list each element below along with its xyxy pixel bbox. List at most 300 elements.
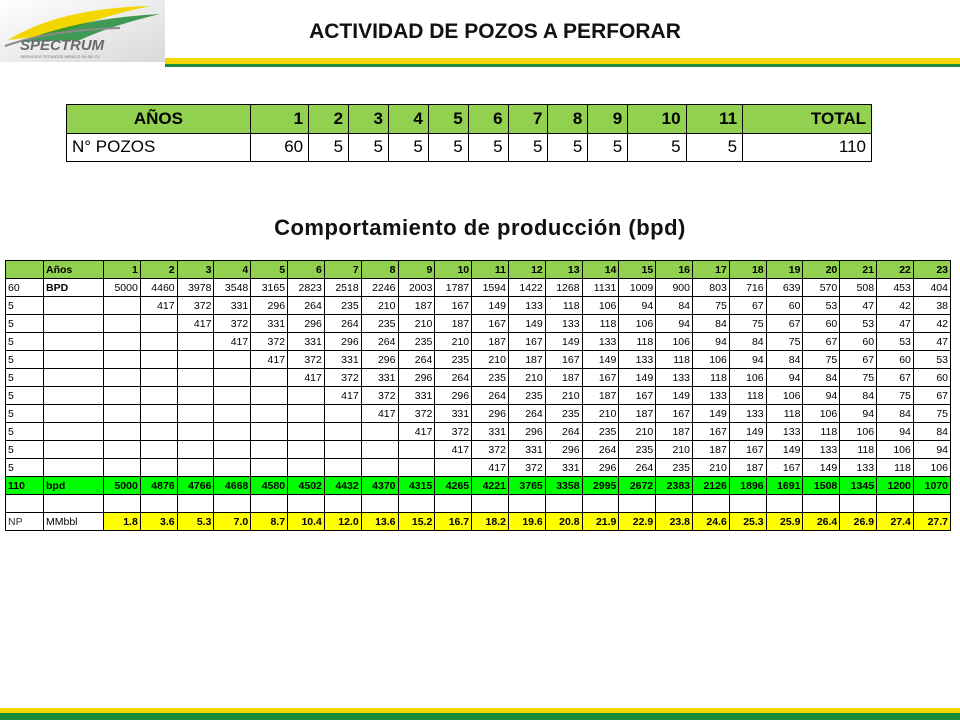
wells-count-cell: 5 (628, 133, 686, 162)
table-cell: 19 (766, 261, 803, 279)
wells-header-cell: 3 (349, 105, 389, 134)
table-cell (177, 369, 214, 387)
table-cell (214, 459, 251, 477)
table-cell: 2383 (656, 477, 693, 495)
table-cell: 27.7 (913, 513, 950, 531)
table-cell (104, 315, 141, 333)
table-cell: 75 (729, 315, 766, 333)
table-cell: 15.2 (398, 513, 435, 531)
table-cell: 1896 (729, 477, 766, 495)
table-cell: 4 (214, 261, 251, 279)
table-cell: 210 (693, 459, 730, 477)
table-cell: 118 (803, 423, 840, 441)
table-cell: 372 (435, 423, 472, 441)
table-cell: 417 (251, 351, 288, 369)
table-cell: 1345 (840, 477, 877, 495)
table-cell: 235 (398, 333, 435, 351)
table-cell: 8.7 (251, 513, 288, 531)
table-cell: 1009 (619, 279, 656, 297)
table-cell: 22 (877, 261, 914, 279)
page-title: ACTIVIDAD DE POZOS A PERFORAR (309, 20, 681, 43)
table-cell: 84 (766, 351, 803, 369)
wells-count-cell: 60 (250, 133, 308, 162)
table-row (6, 387, 951, 405)
table-cell: 264 (324, 315, 361, 333)
table-cell: 508 (840, 279, 877, 297)
table-cell: 453 (877, 279, 914, 297)
table-cell: 296 (288, 315, 325, 333)
table-cell: 264 (288, 297, 325, 315)
table-cell: 235 (508, 387, 545, 405)
table-cell (324, 423, 361, 441)
table-cell: 2672 (619, 477, 656, 495)
table-cell: 1.8 (104, 513, 141, 531)
table-cell (251, 369, 288, 387)
table-cell: 20.8 (545, 513, 582, 531)
table-row (6, 459, 951, 477)
table-cell: 110 (6, 477, 44, 495)
table-cell: 149 (582, 351, 619, 369)
wells-header-cell: 2 (309, 105, 349, 134)
wells-header-cell: AÑOS (67, 105, 251, 134)
table-cell: 187 (656, 423, 693, 441)
table-cell: 372 (251, 333, 288, 351)
table-cell (140, 495, 177, 513)
table-cell: 106 (656, 333, 693, 351)
table-cell: 7 (324, 261, 361, 279)
table-cell (324, 459, 361, 477)
table-cell: 47 (840, 297, 877, 315)
table-cell: 106 (619, 315, 656, 333)
table-cell (214, 423, 251, 441)
table-cell (288, 387, 325, 405)
table-cell: 4876 (140, 477, 177, 495)
wells-header-row (67, 105, 872, 134)
table-cell (44, 405, 104, 423)
table-cell: 149 (545, 333, 582, 351)
table-cell: 296 (545, 441, 582, 459)
table-cell (177, 441, 214, 459)
table-cell (693, 495, 730, 513)
table-cell: 118 (619, 333, 656, 351)
table-cell (104, 459, 141, 477)
table-cell: 167 (656, 405, 693, 423)
table-cell: 1268 (545, 279, 582, 297)
table-cell (104, 333, 141, 351)
table-cell (140, 333, 177, 351)
table-cell: 235 (545, 405, 582, 423)
table-cell (361, 441, 398, 459)
table-cell (104, 441, 141, 459)
table-cell: 187 (582, 387, 619, 405)
table-cell: 5 (6, 423, 44, 441)
table-cell: 417 (398, 423, 435, 441)
table-cell: 210 (508, 369, 545, 387)
table-cell: 235 (324, 297, 361, 315)
table-cell: 235 (656, 459, 693, 477)
table-cell (6, 261, 44, 279)
table-cell: 94 (913, 441, 950, 459)
wells-header-cell: 11 (686, 105, 742, 134)
production-total-row (6, 477, 951, 495)
wells-header-cell: 9 (588, 105, 628, 134)
table-cell: 106 (766, 387, 803, 405)
table-cell: 187 (398, 297, 435, 315)
table-cell (177, 405, 214, 423)
table-cell: 235 (619, 441, 656, 459)
table-cell: 404 (913, 279, 950, 297)
table-cell: 3 (177, 261, 214, 279)
table-cell (251, 405, 288, 423)
table-cell (214, 387, 251, 405)
table-cell: 639 (766, 279, 803, 297)
table-cell (803, 495, 840, 513)
table-row (6, 315, 951, 333)
table-cell (140, 387, 177, 405)
table-cell: 84 (803, 369, 840, 387)
table-cell: 133 (693, 387, 730, 405)
table-cell: 9 (398, 261, 435, 279)
table-cell (104, 351, 141, 369)
table-cell: 25.3 (729, 513, 766, 531)
table-cell: 106 (582, 297, 619, 315)
table-cell: 4580 (251, 477, 288, 495)
table-cell (214, 441, 251, 459)
table-cell: 42 (877, 297, 914, 315)
table-cell: 60 (913, 369, 950, 387)
table-cell: 4432 (324, 477, 361, 495)
table-cell: 7.0 (214, 513, 251, 531)
table-cell: 187 (619, 405, 656, 423)
table-cell: 372 (472, 441, 509, 459)
table-cell: 4766 (177, 477, 214, 495)
table-cell: 60 (803, 315, 840, 333)
table-cell: 331 (251, 315, 288, 333)
table-cell: 94 (693, 333, 730, 351)
table-cell: 570 (803, 279, 840, 297)
table-cell: 133 (582, 333, 619, 351)
table-cell: 84 (693, 315, 730, 333)
wells-header-cell: 1 (250, 105, 308, 134)
table-cell (214, 405, 251, 423)
table-cell: 417 (324, 387, 361, 405)
table-cell (324, 495, 361, 513)
table-cell: 417 (214, 333, 251, 351)
table-cell: 296 (472, 405, 509, 423)
table-cell: 149 (508, 315, 545, 333)
table-cell: 106 (693, 351, 730, 369)
table-cell: 296 (251, 297, 288, 315)
wells-count-cell: 5 (349, 133, 389, 162)
table-cell (44, 333, 104, 351)
table-cell: 23 (913, 261, 950, 279)
table-cell: 5 (6, 333, 44, 351)
table-cell: 167 (545, 351, 582, 369)
table-cell: 60 (877, 351, 914, 369)
table-cell: 75 (877, 387, 914, 405)
table-cell: 296 (361, 351, 398, 369)
wells-count-row (67, 133, 872, 162)
table-cell: 5000 (104, 279, 141, 297)
table-cell: 84 (840, 387, 877, 405)
table-cell: 94 (840, 405, 877, 423)
table-cell (177, 387, 214, 405)
table-cell: 53 (877, 333, 914, 351)
table-cell: 94 (619, 297, 656, 315)
table-cell: 372 (177, 297, 214, 315)
table-cell: 149 (693, 405, 730, 423)
spectrum-logo (0, 0, 165, 62)
table-cell (251, 423, 288, 441)
table-cell: 26.4 (803, 513, 840, 531)
wells-header-cell: 7 (508, 105, 548, 134)
table-cell: 4221 (472, 477, 509, 495)
table-cell: 331 (435, 405, 472, 423)
table-cell: 5 (6, 297, 44, 315)
table-cell (140, 351, 177, 369)
table-cell: 149 (766, 441, 803, 459)
table-cell: 210 (398, 315, 435, 333)
table-cell: 67 (766, 315, 803, 333)
table-cell (214, 351, 251, 369)
table-cell: 25.9 (766, 513, 803, 531)
table-cell: 4668 (214, 477, 251, 495)
table-cell (472, 495, 509, 513)
table-cell: 296 (508, 423, 545, 441)
table-cell: 2246 (361, 279, 398, 297)
table-cell: 84 (913, 423, 950, 441)
table-cell: 94 (803, 387, 840, 405)
table-cell: 2 (140, 261, 177, 279)
table-cell: 296 (582, 459, 619, 477)
logo-subtext: SERVICIOS TECNICOS MEXICO SA DE CV (20, 54, 100, 59)
table-cell: 15 (619, 261, 656, 279)
table-cell: 47 (913, 333, 950, 351)
table-cell (619, 495, 656, 513)
footer-green-rule (0, 713, 960, 720)
table-cell: 167 (435, 297, 472, 315)
table-cell: 417 (288, 369, 325, 387)
table-cell: 94 (877, 423, 914, 441)
table-cell: 38 (913, 297, 950, 315)
table-cell: 67 (913, 387, 950, 405)
table-cell: 1 (104, 261, 141, 279)
table-cell: 417 (177, 315, 214, 333)
table-cell: 149 (472, 297, 509, 315)
table-cell: 10 (435, 261, 472, 279)
table-cell: 24.6 (693, 513, 730, 531)
table-cell: 67 (803, 333, 840, 351)
table-cell: 187 (693, 441, 730, 459)
table-cell: 210 (545, 387, 582, 405)
table-cell: 210 (582, 405, 619, 423)
table-cell: 18.2 (472, 513, 509, 531)
table-cell (44, 423, 104, 441)
table-cell: 372 (398, 405, 435, 423)
table-cell: 67 (729, 297, 766, 315)
table-row (6, 405, 951, 423)
table-cell: 16 (656, 261, 693, 279)
table-cell: 264 (472, 387, 509, 405)
table-cell: 167 (508, 333, 545, 351)
table-cell: 4460 (140, 279, 177, 297)
table-cell: 235 (435, 351, 472, 369)
wells-count-cell: N° POZOS (67, 133, 251, 162)
table-cell: 42 (913, 315, 950, 333)
table-cell: 235 (472, 369, 509, 387)
table-cell: 417 (361, 405, 398, 423)
table-cell (44, 315, 104, 333)
table-cell: 167 (619, 387, 656, 405)
table-cell: bpd (44, 477, 104, 495)
table-cell: 60 (840, 333, 877, 351)
table-cell (324, 441, 361, 459)
table-cell: 133 (619, 351, 656, 369)
blank-row (6, 495, 951, 513)
table-cell: 3358 (545, 477, 582, 495)
table-cell: 84 (877, 405, 914, 423)
logo-text: SPECTRUM (20, 37, 105, 54)
table-cell (545, 495, 582, 513)
wells-count-cell: 5 (508, 133, 548, 162)
table-cell: 264 (361, 333, 398, 351)
table-cell: 4370 (361, 477, 398, 495)
table-cell: 331 (545, 459, 582, 477)
table-cell: NP (6, 513, 44, 531)
table-cell: 1691 (766, 477, 803, 495)
table-cell: 133 (545, 315, 582, 333)
table-cell (656, 495, 693, 513)
wells-table (66, 104, 872, 162)
table-cell: 47 (877, 315, 914, 333)
table-cell (44, 441, 104, 459)
table-cell (140, 423, 177, 441)
production-header-row (6, 261, 951, 279)
table-cell: 235 (582, 423, 619, 441)
table-cell: 167 (729, 441, 766, 459)
table-cell: 53 (803, 297, 840, 315)
wells-count-cell: 5 (468, 133, 508, 162)
table-row (6, 279, 951, 297)
table-cell (6, 495, 44, 513)
table-cell (288, 405, 325, 423)
table-cell: 5.3 (177, 513, 214, 531)
table-cell: 75 (766, 333, 803, 351)
table-cell: 5000 (104, 477, 141, 495)
table-cell: 1594 (472, 279, 509, 297)
table-cell: 372 (324, 369, 361, 387)
table-cell: 133 (803, 441, 840, 459)
table-cell (104, 423, 141, 441)
table-cell (44, 351, 104, 369)
table-cell (288, 423, 325, 441)
table-cell: 1508 (803, 477, 840, 495)
table-cell: 17 (693, 261, 730, 279)
wells-count-cell: 5 (588, 133, 628, 162)
table-row (6, 369, 951, 387)
table-cell (288, 441, 325, 459)
table-cell: 1131 (582, 279, 619, 297)
table-cell: 12.0 (324, 513, 361, 531)
table-cell (140, 441, 177, 459)
table-cell (398, 441, 435, 459)
table-cell: 22.9 (619, 513, 656, 531)
table-cell: 210 (361, 297, 398, 315)
table-cell: 372 (361, 387, 398, 405)
table-cell (177, 423, 214, 441)
table-cell: 3978 (177, 279, 214, 297)
table-cell (214, 369, 251, 387)
table-cell: 149 (619, 369, 656, 387)
table-cell (361, 459, 398, 477)
table-cell: 149 (656, 387, 693, 405)
table-cell (177, 459, 214, 477)
table-cell: 2126 (693, 477, 730, 495)
table-cell (913, 495, 950, 513)
table-cell (44, 495, 104, 513)
wells-header-cell: 8 (548, 105, 588, 134)
wells-count-cell: 5 (428, 133, 468, 162)
table-cell (104, 369, 141, 387)
table-cell (361, 495, 398, 513)
table-cell: 11 (472, 261, 509, 279)
production-table (5, 260, 951, 531)
table-cell: 53 (913, 351, 950, 369)
table-cell: 5 (6, 441, 44, 459)
table-cell: 3548 (214, 279, 251, 297)
table-cell: 372 (288, 351, 325, 369)
table-cell: 417 (472, 459, 509, 477)
table-cell: 4315 (398, 477, 435, 495)
table-cell (140, 369, 177, 387)
table-cell (177, 351, 214, 369)
table-cell: 331 (288, 333, 325, 351)
table-cell (140, 315, 177, 333)
table-cell: 84 (729, 333, 766, 351)
table-cell: 67 (877, 369, 914, 387)
table-cell: 264 (435, 369, 472, 387)
table-cell: 187 (472, 333, 509, 351)
table-cell: 2003 (398, 279, 435, 297)
table-cell: 803 (693, 279, 730, 297)
table-cell: 296 (398, 369, 435, 387)
table-cell: 5 (6, 459, 44, 477)
table-cell (44, 369, 104, 387)
table-cell: 106 (877, 441, 914, 459)
table-cell: 118 (656, 351, 693, 369)
wells-count-cell: 5 (309, 133, 349, 162)
wells-count-cell: 110 (743, 133, 872, 162)
table-cell: 264 (619, 459, 656, 477)
table-cell (324, 405, 361, 423)
wells-header-cell: 5 (428, 105, 468, 134)
table-cell: 1422 (508, 279, 545, 297)
table-cell (140, 405, 177, 423)
table-cell: 5 (6, 387, 44, 405)
table-cell (877, 495, 914, 513)
table-cell: 1070 (913, 477, 950, 495)
table-cell (361, 423, 398, 441)
table-cell: 331 (214, 297, 251, 315)
table-cell: 167 (693, 423, 730, 441)
table-cell: 60 (6, 279, 44, 297)
table-cell: 296 (324, 333, 361, 351)
table-cell (398, 459, 435, 477)
table-cell: 3765 (508, 477, 545, 495)
table-cell (766, 495, 803, 513)
table-cell: 2823 (288, 279, 325, 297)
table-cell: 187 (508, 351, 545, 369)
